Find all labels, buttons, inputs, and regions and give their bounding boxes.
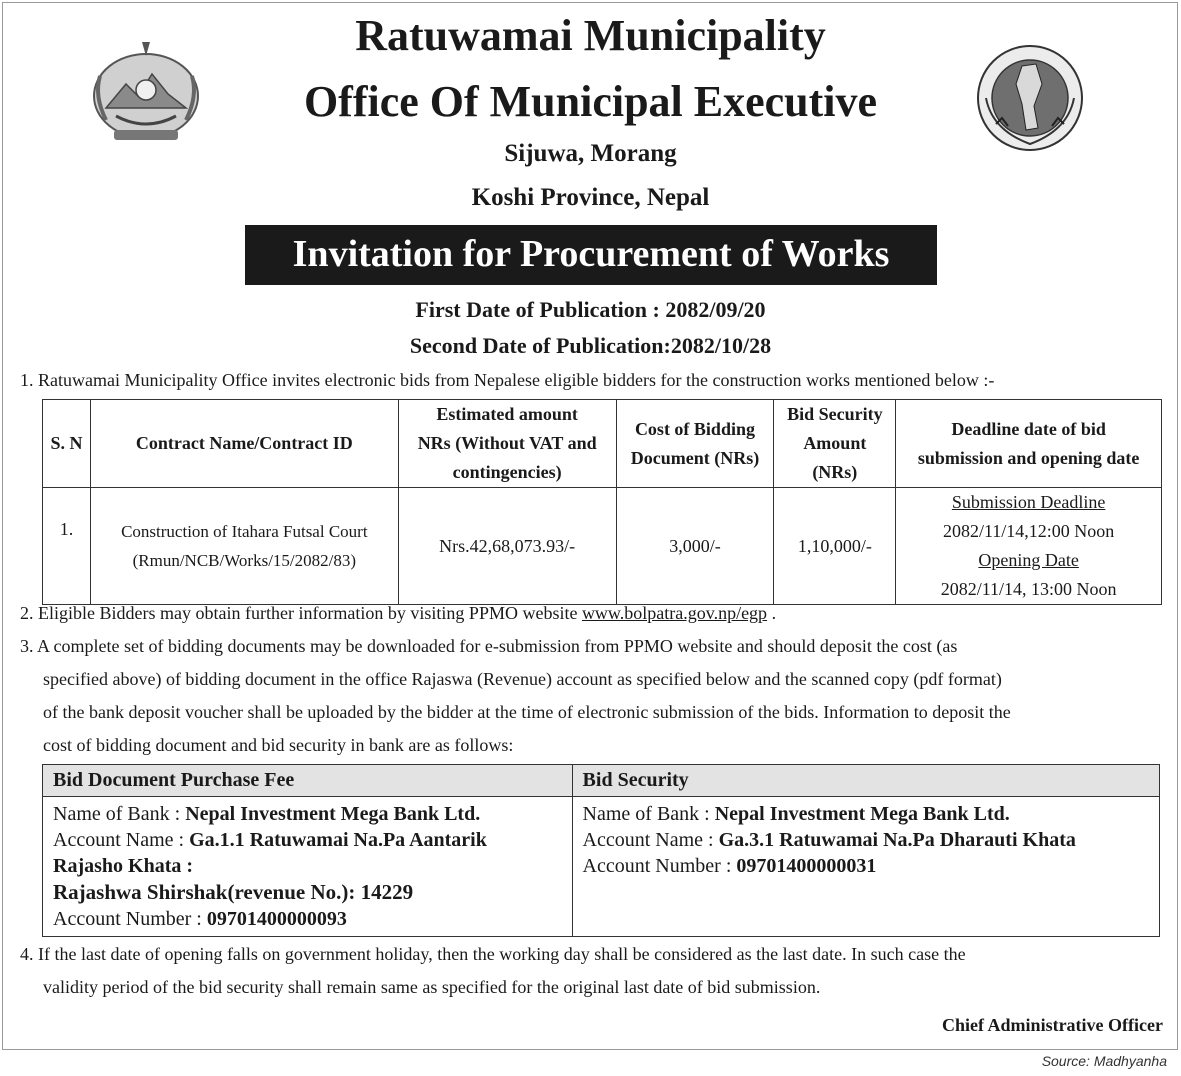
paragraph-3 bbox=[20, 630, 1170, 762]
ppmo-website-link[interactable]: www.bolpatra.gov.np/egp bbox=[581, 603, 768, 623]
paragraph-4 bbox=[20, 938, 1170, 1004]
fee-account-number: 09701400000093 bbox=[206, 908, 347, 930]
fee-revenue-number: Rajashwa Shirshak(revenue No.): 14229 bbox=[53, 880, 414, 904]
office-province: Koshi Province, Nepal bbox=[471, 184, 710, 211]
security-account-number-label: Account Number : bbox=[582, 855, 737, 877]
header-cost bbox=[616, 400, 774, 488]
paragraph-3-line3: of the bank deposit voucher shall be uploaded by the bidder at the time of electronic submission of the bids. Information to deposit the bbox=[43, 702, 1011, 722]
paragraph-2-text: 2. Eligible Bidders may obtain further information by visiting PPMO website bbox=[20, 603, 582, 623]
header-security-line1: Bid Security bbox=[787, 404, 883, 424]
source-credit: Source: Madhyanha bbox=[1041, 1053, 1167, 1069]
signature-title: Chief Administrative Officer bbox=[942, 1015, 1163, 1035]
header-sn: S. N bbox=[43, 400, 91, 488]
row-estimate: Nrs.42,68,073.93/- bbox=[398, 488, 616, 605]
paragraph-4-line1: 4. If the last date of opening falls on government holiday, then the working day shall be considered as the last date. In such case the bbox=[20, 944, 966, 964]
second-publication-date: Second Date of Publication:2082/10/28 bbox=[409, 333, 772, 358]
office-address: Sijuwa, Morang bbox=[504, 140, 677, 167]
header-estimate bbox=[398, 400, 616, 488]
header-security-line3: (NRs) bbox=[812, 462, 858, 482]
security-bank-label: Name of Bank : bbox=[582, 803, 715, 825]
header-deadline-line1: Deadline date of bid bbox=[951, 418, 1106, 439]
paragraph-3-line2: specified above) of bidding document in the office Rajaswa (Revenue) account as specified below and the scanned copy (pdf format) bbox=[43, 669, 1002, 689]
security-account-number: 09701400000031 bbox=[736, 855, 877, 877]
paragraph-1: 1. Ratuwamai Municipality Office invites electronic bids from Nepalese eligible bidders for the construction works mentioned below :- bbox=[20, 370, 995, 390]
paragraph-3-line1: 3. A complete set of bidding documents may be downloaded for e-submission from PPMO website and should deposit the cost (as bbox=[20, 636, 958, 656]
fee-account-name: Ga.1.1 Ratuwamai Na.Pa Aantarik bbox=[189, 829, 487, 851]
header-security bbox=[774, 400, 896, 488]
bank-table-row bbox=[43, 797, 1160, 937]
header-deadline bbox=[896, 400, 1162, 488]
row-deadline bbox=[896, 488, 1162, 605]
fee-bank-label: Name of Bank : bbox=[53, 803, 186, 825]
security-account-name-label: Account Name : bbox=[582, 829, 719, 851]
bid-security-header: Bid Security bbox=[572, 765, 1159, 797]
opening-date-label: Opening Date bbox=[978, 550, 1079, 570]
security-account-name: Ga.3.1 Ratuwamai Na.Pa Dharauti Khata bbox=[718, 829, 1076, 851]
bank-table-header-row bbox=[43, 765, 1160, 797]
row-contract bbox=[90, 488, 398, 605]
security-bank-details bbox=[572, 797, 1159, 937]
fee-account-number-label: Account Number : bbox=[53, 908, 207, 930]
submission-deadline-label: Submission Deadline bbox=[951, 492, 1106, 512]
header-security-line2: Amount bbox=[803, 433, 867, 453]
paragraph-4-line2: validity period of the bid security shall remain same as specified for the original last date of bid submission. bbox=[43, 977, 821, 997]
paragraph-2-end: . bbox=[767, 603, 777, 623]
bid-document-fee-header: Bid Document Purchase Fee bbox=[43, 765, 573, 797]
row-cost: 3,000/- bbox=[616, 488, 774, 605]
municipality-name: Ratuwamai Municipality bbox=[355, 11, 826, 60]
fee-account-name-cont: Rajasho Khata : bbox=[53, 855, 194, 877]
paragraph-2 bbox=[20, 597, 1170, 630]
header-contract: Contract Name/Contract ID bbox=[90, 400, 398, 488]
bank-details-table bbox=[42, 764, 1160, 937]
fee-bank-name: Nepal Investment Mega Bank Ltd. bbox=[185, 803, 481, 825]
works-table bbox=[42, 399, 1162, 605]
header-deadline-line2: submission and opening date bbox=[917, 447, 1140, 468]
fee-bank-details bbox=[43, 797, 573, 937]
contract-id: (Rmun/NCB/Works/15/2082/83) bbox=[132, 551, 357, 570]
table-row bbox=[43, 488, 1162, 605]
opening-date-value: 2082/11/14, 13:00 Noon bbox=[940, 579, 1117, 599]
office-name: Office Of Municipal Executive bbox=[303, 77, 878, 126]
header-estimate-line2: NRs (Without VAT and bbox=[417, 433, 597, 453]
paragraph-3-line4: cost of bidding document and bid security in bank are as follows: bbox=[43, 735, 514, 755]
header-cost-line1: Cost of Bidding bbox=[634, 418, 755, 439]
security-bank-name: Nepal Investment Mega Bank Ltd. bbox=[714, 803, 1010, 825]
table-header-row bbox=[43, 400, 1162, 488]
row-sn: 1. bbox=[43, 488, 91, 605]
notice-banner: Invitation for Procurement of Works bbox=[245, 225, 937, 285]
header-estimate-line3: contingencies) bbox=[452, 462, 562, 482]
contract-name: Construction of Itahara Futsal Court bbox=[121, 522, 368, 541]
row-security: 1,10,000/- bbox=[774, 488, 896, 605]
first-publication-date: First Date of Publication : 2082/09/20 bbox=[415, 297, 766, 322]
header-estimate-line1: Estimated amount bbox=[436, 404, 578, 424]
fee-account-name-label: Account Name : bbox=[53, 829, 190, 851]
header-cost-line2: Document (NRs) bbox=[630, 447, 760, 468]
submission-deadline-date: 2082/11/14,12:00 Noon bbox=[942, 521, 1115, 541]
